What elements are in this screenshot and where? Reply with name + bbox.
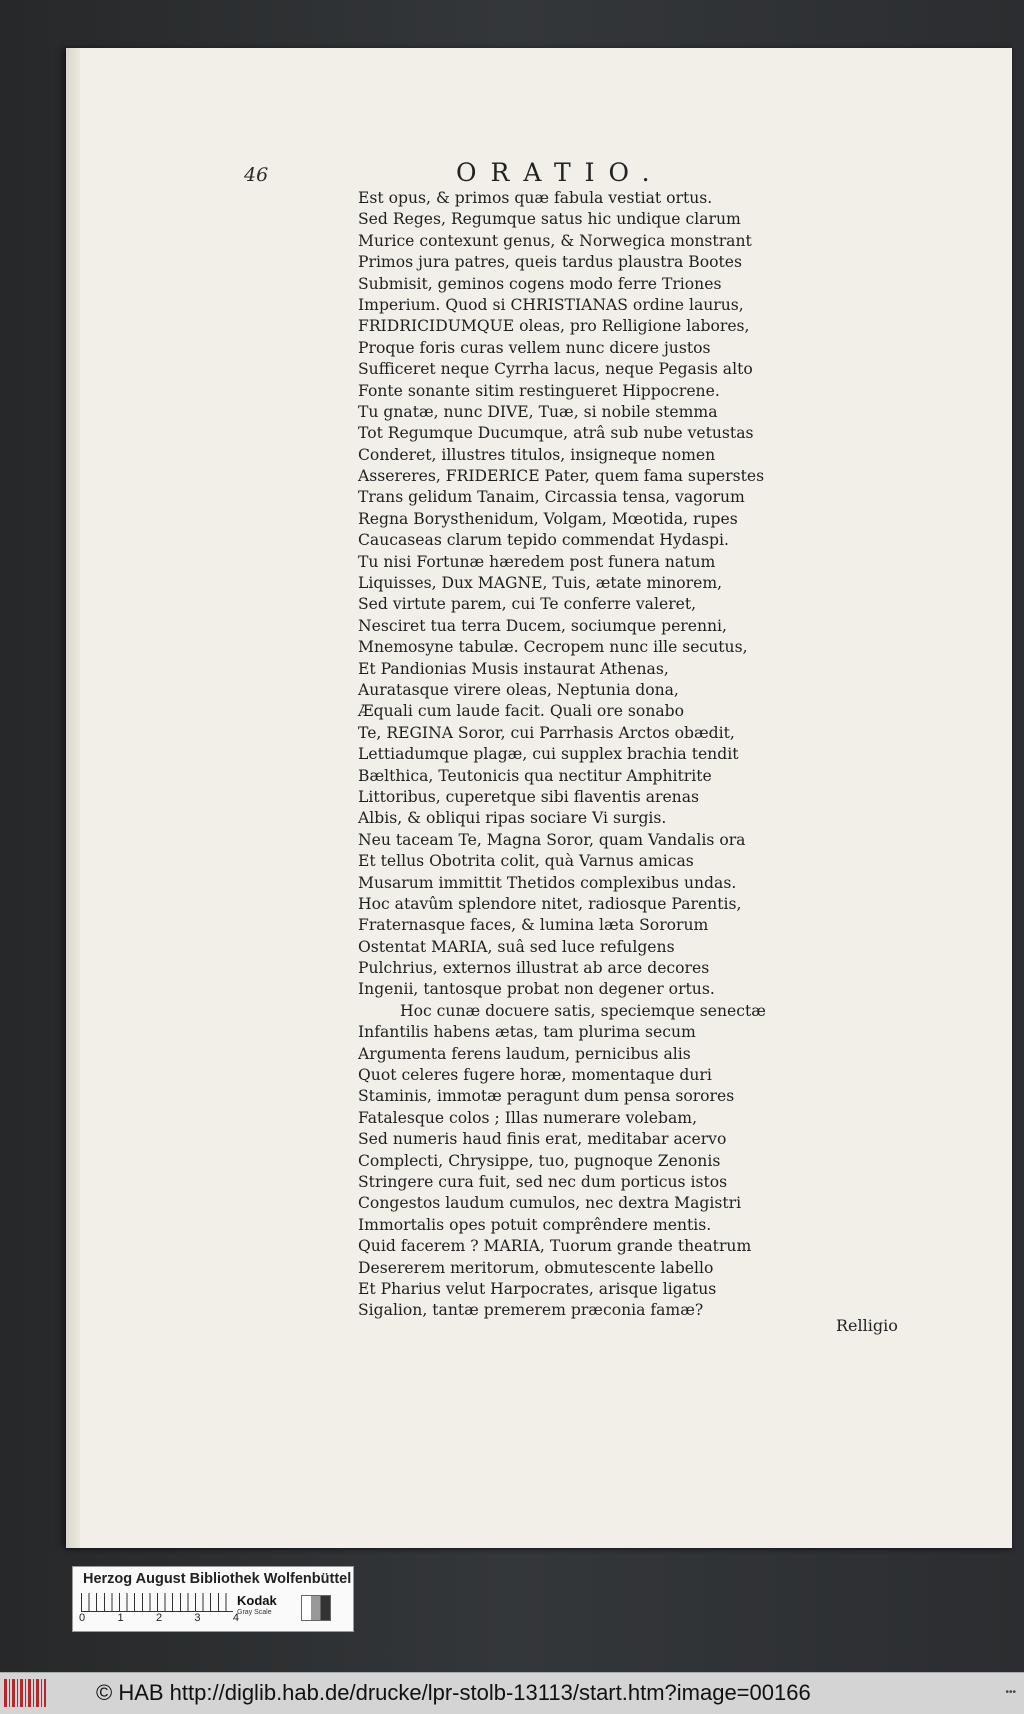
verse-line: Imperium. Quod si CHRISTIANAS ordine laurus, — [358, 295, 744, 314]
verse-line: Et Pandionias Musis instaurat Athenas, — [358, 659, 669, 678]
verse-line: Conderet, illustres titulos, insigneque nomen — [358, 445, 716, 464]
verse-line: Immortalis opes potuit comprêndere mentis. — [358, 1215, 712, 1234]
verse-line: Albis, & obliqui ripas sociare Vi surgis. — [358, 809, 667, 828]
verse-line: Infantilis habens ætas, tam plurima secum — [358, 1023, 696, 1042]
verse-line: Quid facerem ? MARIA, Tuorum grande theatrum — [358, 1237, 752, 1256]
verse-line: FRIDRICIDUMQUE oleas, pro Relligione labores, — [358, 317, 750, 336]
verse-line: Ingenii, tantosque probat non degener ortus. — [358, 980, 715, 999]
verse-line: Hoc cunæ docuere satis, speciemque senectæ — [400, 1001, 766, 1020]
verse-line: Desererem meritorum, obmutescente labello — [358, 1258, 714, 1277]
ruler-number: 0 — [79, 1612, 86, 1624]
gray-scale-chip — [301, 1595, 331, 1621]
verse-line: Tu gnatæ, nunc DIVE, Tuæ, si nobile stemma — [358, 402, 718, 421]
ruler-number: 4 — [232, 1612, 239, 1624]
ruler-numbers — [79, 1612, 239, 1624]
footer-url[interactable]: © HAB http://diglib.hab.de/drucke/lpr-stolb-13113/start.htm?image=00166 — [96, 1680, 811, 1705]
ruler-number: 3 — [194, 1612, 201, 1624]
verse-line: Et Pharius velut Harpocrates, arisque ligatus — [358, 1279, 717, 1298]
verse-line: Nesciret tua terra Ducem, sociumque perenni, — [358, 616, 728, 635]
verse-line: Staminis, immotæ peragunt dum pensa sorores — [358, 1087, 735, 1106]
footer-bar — [0, 1672, 1024, 1714]
barcode-icon — [4, 1679, 46, 1707]
verse-line: Complecti, Chrysippe, tuo, pugnoque Zenonis — [358, 1151, 721, 1170]
running-head: ORATIO. — [456, 158, 664, 187]
verse-line: Fraternasque faces, & lumina læta Sororum — [358, 916, 709, 935]
verse-line: Lettiadumque plagæ, cui supplex brachia tendit — [358, 745, 739, 764]
kodak-subtitle: Gray Scale — [237, 1609, 272, 1616]
verse-line: Ostentat MARIA, suâ sed luce refulgens — [358, 937, 675, 956]
verse-line: Congestos laudum cumulos, nec dextra Magistri — [358, 1194, 742, 1213]
page-number: 46 — [244, 164, 269, 186]
verse-line: Te, REGINA Soror, cui Parrhasis Arctos obædit, — [358, 723, 735, 742]
verse-line: Quot celeres fugere horæ, momentaque duri — [358, 1066, 712, 1085]
verse-line: Sufficeret neque Cyrrha lacus, neque Pegasis alto — [358, 360, 753, 379]
verse-line: Stringere cura fuit, sed nec dum porticus istos — [358, 1172, 728, 1191]
color-calibration-chart — [72, 1566, 354, 1632]
verse-line: Murice contexunt genus, & Norwegica monstrant — [358, 231, 752, 250]
verse-line: Hoc atavûm splendore nitet, radiosque Parentis, — [358, 894, 742, 913]
verse-line: Sed virtute parem, cui Te conferre valeret, — [358, 595, 697, 614]
verse-line: Est opus, & primos quæ fabula vestiat ortus. — [358, 189, 713, 207]
verse-line: Tot Regumque Ducumque, atrâ sub nube vetustas — [358, 424, 754, 443]
kodak-logo: Kodak — [237, 1593, 277, 1608]
verse-line: Auratasque virere oleas, Neptunia dona, — [358, 680, 679, 699]
verse-line: Liquisses, Dux MAGNE, Tuis, ætate minorem, — [358, 574, 723, 593]
verse-line: Bælthica, Teutonicis qua nectitur Amphitrite — [358, 766, 712, 785]
library-name: Herzog August Bibliothek Wolfenbüttel — [83, 1571, 352, 1587]
verse-line: Musarum immittit Thetidos complexibus undas. — [358, 873, 737, 892]
verse-line: Littoribus, cuperetque sibi flaventis arenas — [358, 787, 700, 806]
verse-line: Proque foris curas vellem nunc dicere justos — [358, 338, 711, 357]
verse-line: Sed numeris haud finis erat, meditabar acervo — [358, 1130, 727, 1149]
book-page — [66, 48, 1012, 1548]
verse-line: Et tellus Obotrita colit, quà Varnus amicas — [358, 852, 694, 871]
verse-line: Sigalion, tantæ premerem præconia famæ? — [358, 1301, 704, 1320]
verse-line: Æquali cum laude facit. Quali ore sonabo — [358, 702, 685, 721]
verse-line: Regna Borysthenidum, Volgam, Mœotida, rupes — [358, 509, 738, 528]
verse-line: Caucaseas clarum tepido commendat Hydaspi. — [358, 531, 729, 550]
verse-line: Fatalesque colos ; Illas numerare volebam, — [358, 1108, 698, 1127]
verse-line: Primos jura patres, queis tardus plaustra Bootes — [358, 253, 743, 272]
ruler-number: 2 — [155, 1612, 163, 1624]
verse-line: Argumenta ferens laudum, pernicibus alis — [358, 1044, 691, 1063]
verse-line: Sed Reges, Regumque satus hic undique clarum — [358, 210, 741, 229]
verse-line: Trans gelidum Tanaim, Circassia tensa, vagorum — [358, 488, 745, 507]
verse-line: Fonte sonante sitim restingueret Hippocrene. — [358, 381, 720, 400]
verse-line: Assereres, FRIDERICE Pater, quem fama superstes — [358, 467, 765, 486]
ruler-scale — [81, 1593, 233, 1612]
verse-line: Mnemosyne tabulæ. Cecropem nunc ille secutus, — [358, 638, 748, 657]
verse-line: Tu nisi Fortunæ hæredem post funera natum — [358, 552, 716, 571]
ruler-number: 1 — [117, 1612, 124, 1624]
catchword: Relligio — [836, 1316, 898, 1335]
verse-line: Neu taceam Te, Magna Soror, quam Vandalis ora — [358, 830, 746, 849]
verse-line: Pulchrius, externos illustrat ab arce decores — [358, 959, 710, 978]
footer-dots-icon: ••• — [1005, 1687, 1016, 1698]
verse-line: Submisit, geminos cogens modo ferre Triones — [358, 274, 722, 293]
verse-text-block — [358, 188, 918, 1322]
